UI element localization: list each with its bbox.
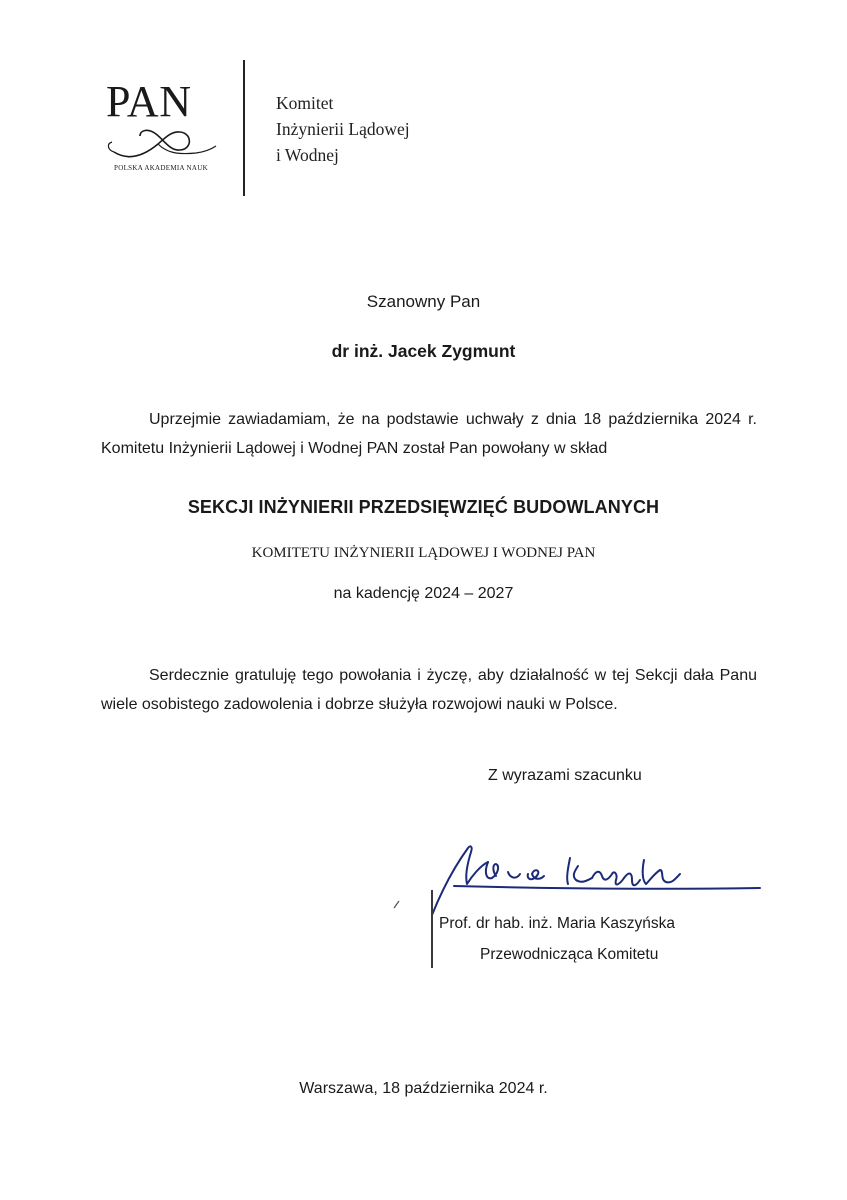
place-and-date: Warszawa, 18 października 2024 r.	[299, 1080, 548, 1097]
addressee: dr inż. Jacek Zygmunt	[331, 341, 516, 361]
stray-tick-mark	[392, 898, 402, 910]
term-of-office: na kadencję 2024 – 2027	[333, 585, 514, 602]
letterhead-divider	[243, 60, 245, 196]
signatory-block	[431, 890, 731, 970]
paragraph-congratulations: Serdecznie gratuluję tego powołania i życzę, aby działalność w tej Sekcji dała Panu wiele osobistego zadowolenia i dobrze służyła rozwojowi nauki w Polsce.	[101, 667, 757, 713]
pan-logo	[96, 77, 226, 180]
signatory-title: Przewodnicząca Komitetu	[480, 946, 659, 963]
closing-phrase: Z wyrazami szacunku	[488, 767, 642, 784]
committee-line: Inżynierii Lądowej	[276, 119, 410, 139]
logo-caption: POLSKA AKADEMIA NAUK	[114, 164, 208, 172]
paragraph-notification: Uprzejmie zawiadamiam, że na podstawie uchwały z dnia 18 października 2024 r. Komitetu Inżynierii Lądowej i Wodnej PAN został Pan powołany w skład	[101, 411, 757, 457]
salutation: Szanowny Pan	[366, 292, 481, 311]
committee-name-header	[276, 90, 410, 168]
infinity-swash-icon	[100, 122, 220, 162]
committee-line: Komitet	[276, 93, 334, 113]
signatory-bracket-line	[431, 890, 433, 968]
committee-line: i Wodnej	[276, 145, 339, 165]
committee-name: KOMITETU INŻYNIERII LĄDOWEJ I WODNEJ PAN	[251, 545, 596, 561]
logo-wordmark: PAN	[106, 77, 192, 126]
section-name: SEKCJI INŻYNIERII PRZEDSIĘWZIĘĆ BUDOWLANYCH	[187, 497, 660, 517]
signatory-name: Prof. dr hab. inż. Maria Kaszyńska	[439, 915, 676, 932]
